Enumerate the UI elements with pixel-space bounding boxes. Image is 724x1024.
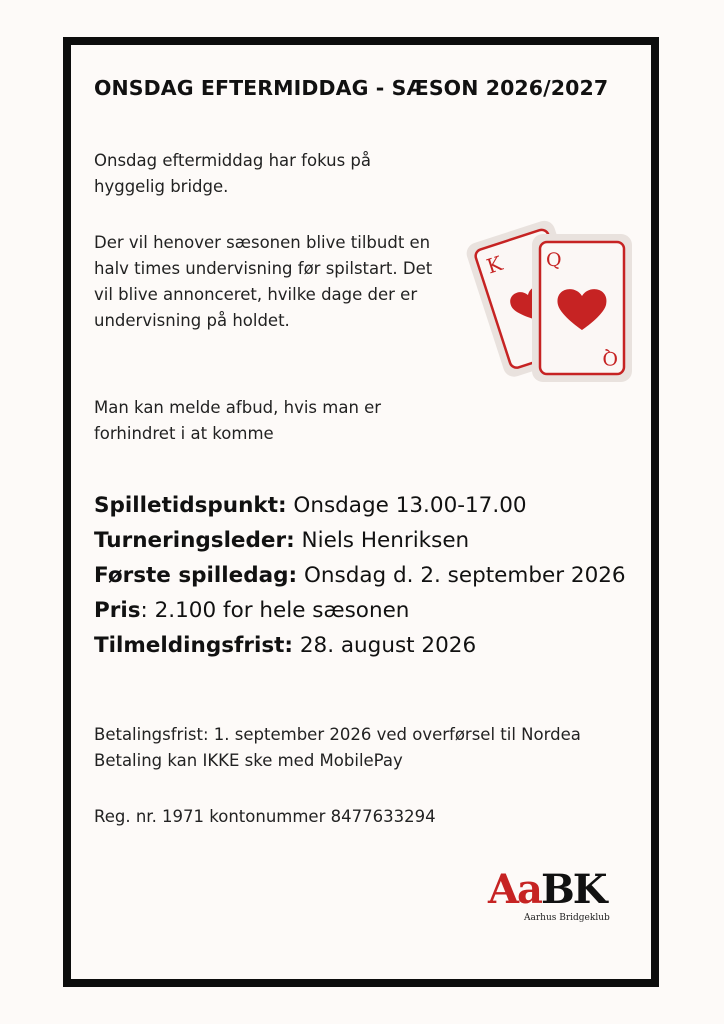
intro-paragraph-2: Der vil henover sæsonen blive tilbudt en halv times undervisning før spilstart. Det vil blive annonceret, hvilke dage der er undervisning på holdet. [94, 233, 433, 330]
detail-first-day: Første spilledag: Onsdag d. 2. september 2026 [94, 563, 626, 588]
intro-paragraph-1: Onsdag eftermiddag har fokus på hyggelig bridge. [94, 151, 371, 196]
club-logo [488, 868, 628, 930]
detail-price: Pris: 2.100 for hele sæsonen [94, 598, 410, 623]
payment-deadline: Betalingsfrist: 1. september 2026 ved overførsel til Nordea [94, 725, 581, 744]
payment-info [94, 722, 581, 774]
bank-account: Reg. nr. 1971 kontonummer 8477633294 [94, 807, 436, 826]
logo-subtitle: Aarhus Bridgeklub [524, 913, 610, 923]
details-list [94, 488, 626, 663]
detail-play-time: Spilletidspunkt: Onsdage 13.00-17.00 [94, 493, 527, 518]
king-card-rank: K [483, 251, 506, 279]
page-title: ONSDAG EFTERMIDDAG - SÆSON 2026/2027 [94, 76, 609, 100]
playing-cards-hearts-icon [462, 206, 642, 386]
payment-method-note: Betaling kan IKKE ske med MobilePay [94, 751, 403, 770]
queen-card-rank: Q [546, 249, 562, 271]
logo-mark: AaBK [488, 866, 606, 913]
detail-deadline: Tilmeldingsfrist: 28. august 2026 [94, 633, 477, 658]
queen-card-rank-inverted: Q [602, 347, 618, 369]
queen-card [532, 234, 632, 382]
intro-paragraph-3: Man kan melde afbud, hvis man er forhindret i at komme [94, 398, 382, 443]
detail-director: Turneringsleder: Niels Henriksen [94, 528, 470, 553]
